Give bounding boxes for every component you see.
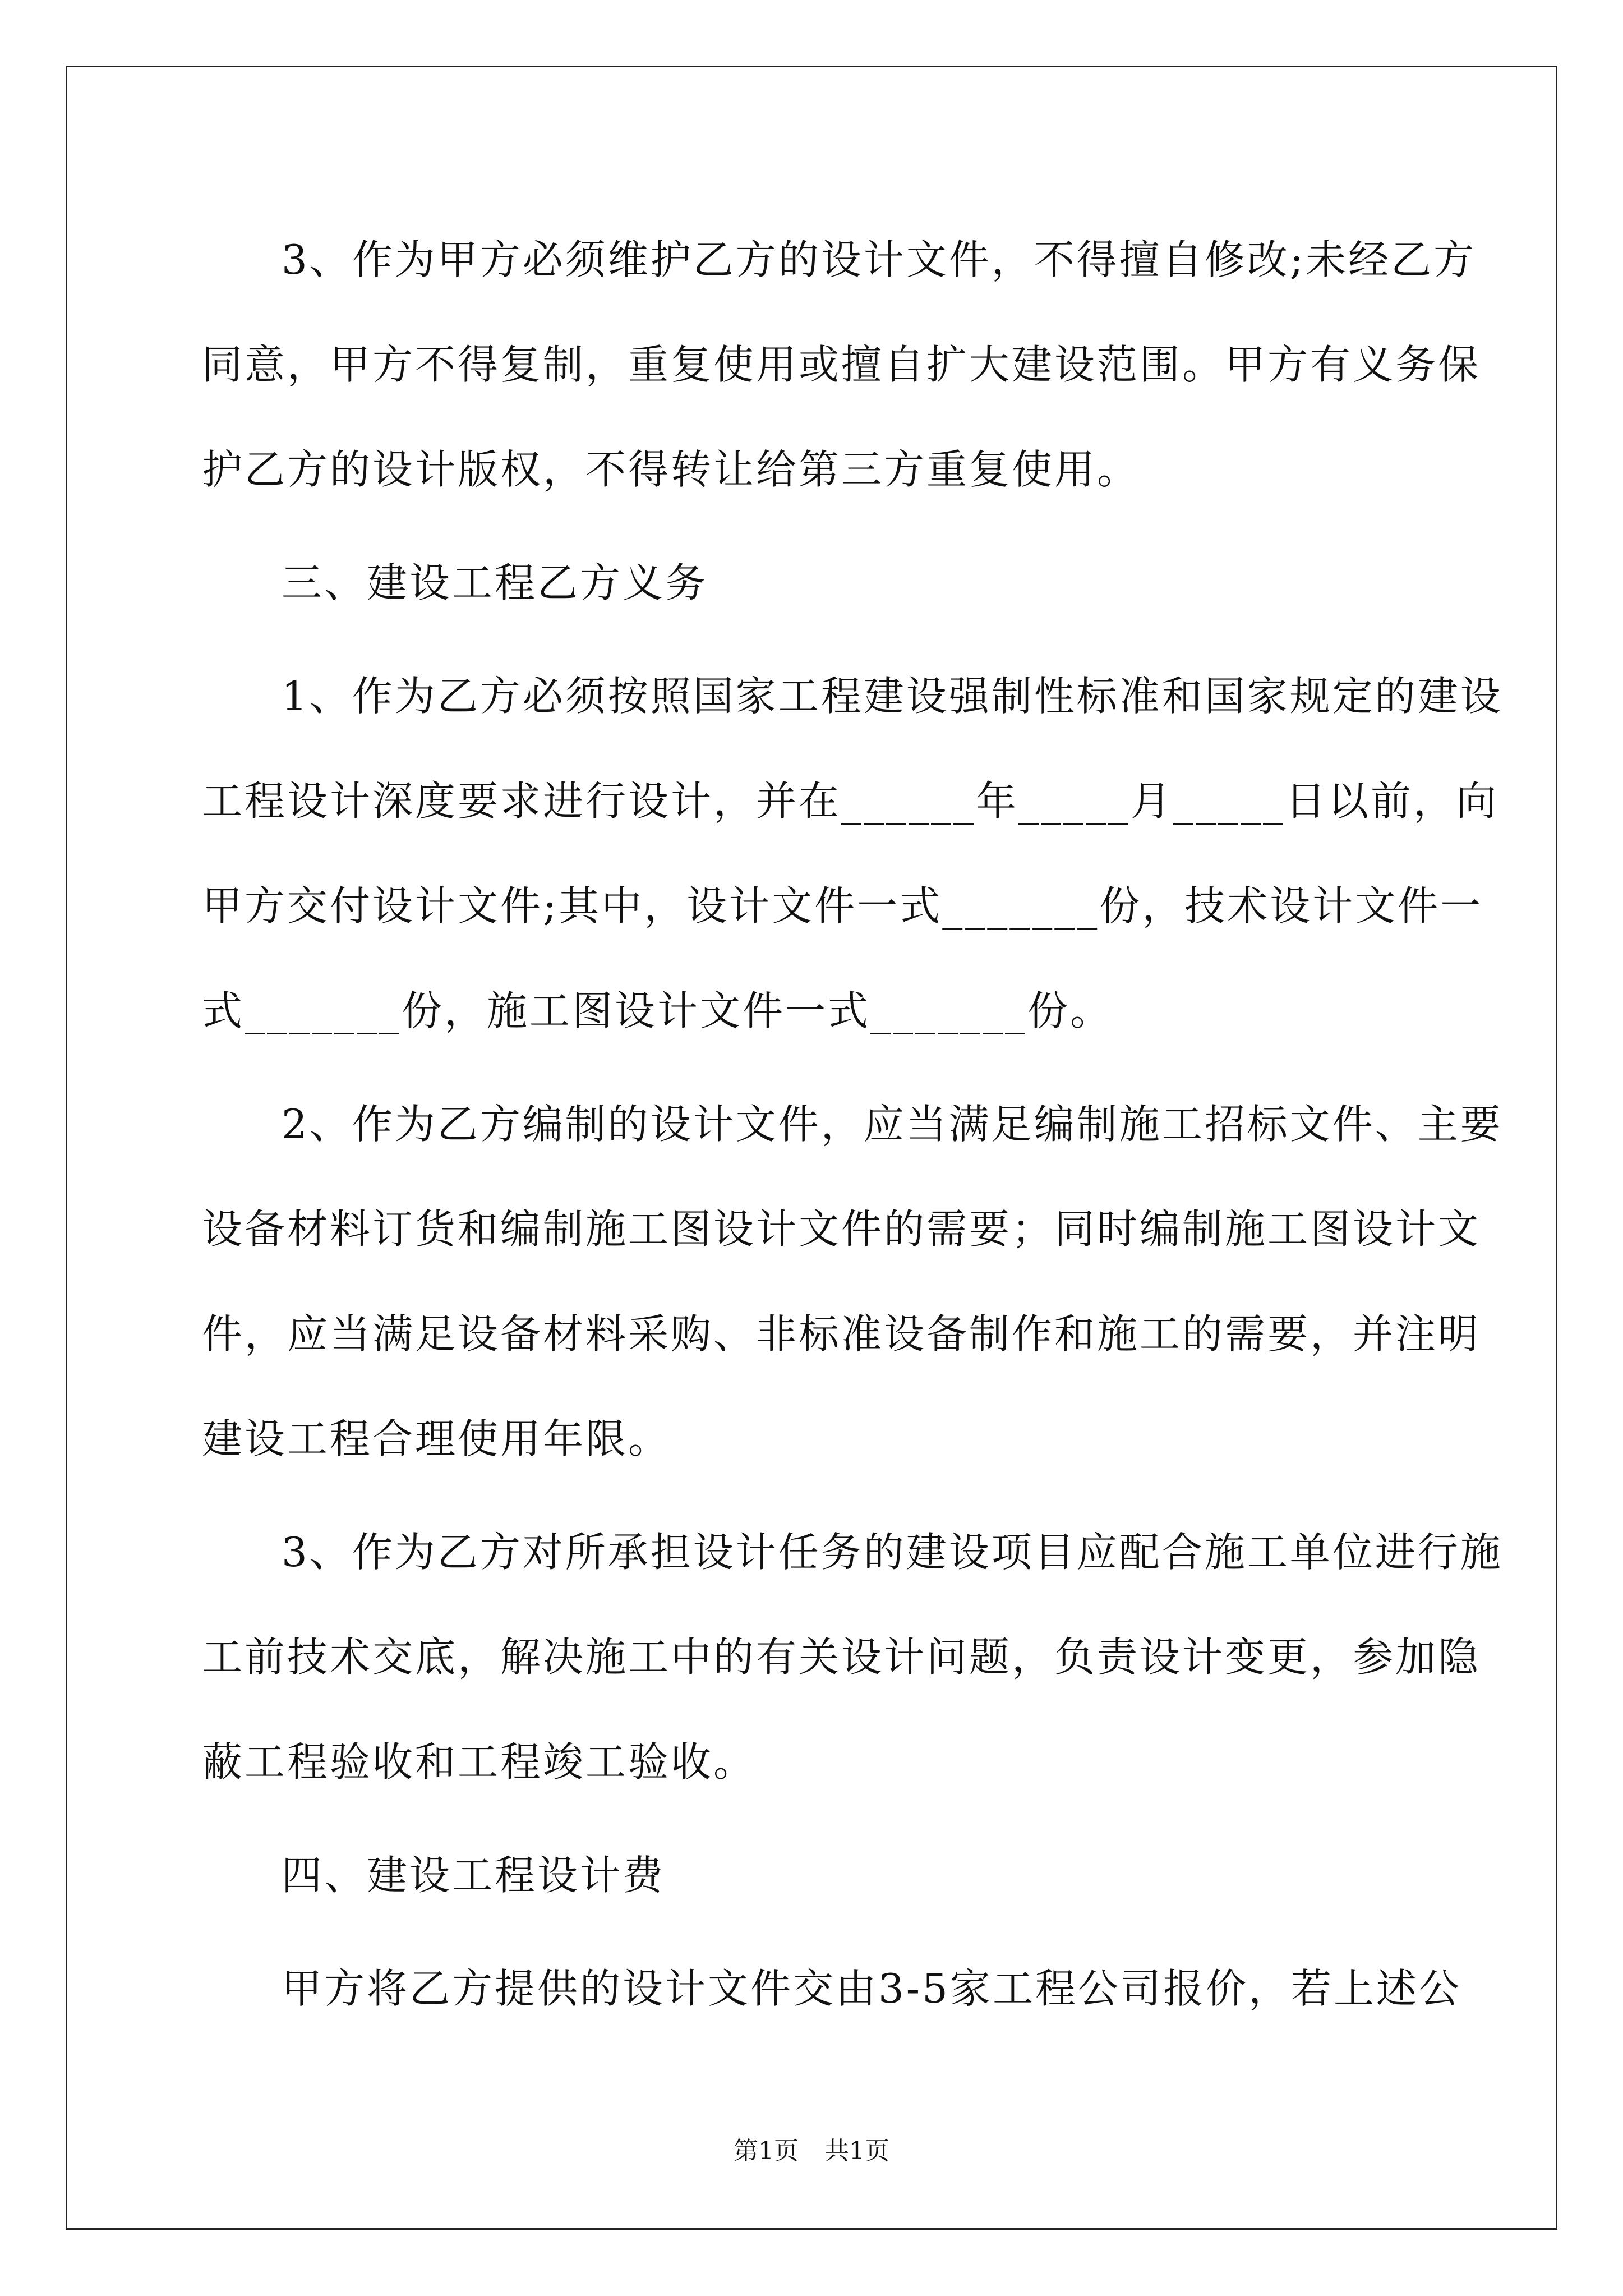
text-line: 蔽工程验收和工程竣工验收。 [202,1738,757,1786]
paragraph-party-a-obligation-3 [202,208,1481,522]
section-heading-design-fee [202,1823,1424,1928]
text-line: 工前技术交底，解决施工中的有关设计问题，负责设计变更，参加隐 [202,1634,1481,1681]
text-line: 甲方交付设计文件;其中，设计文件一式_______份，技术设计文件一 [202,882,1483,930]
page-footer [0,2134,1623,2168]
text-line: 护乙方的设计版权，不得转让给第三方重复使用。 [202,446,1140,493]
text-line: 工程设计深度要求进行设计，并在______年_____月_____日以前，向 [202,777,1499,825]
paragraph-party-b-obligation-2 [202,1072,1503,1492]
text-line: 甲方将乙方提供的设计文件交由3-5家工程公司报价，若上述公 [282,1965,1461,2012]
text-line: 1、作为乙方必须按照国家工程建设强制性标准和国家规定的建设 [282,673,1503,720]
section-heading: 四、建设工程设计费 [282,1852,666,1899]
text-line: 3、作为乙方对所承担设计任务的建设项目应配合施工单位进行施 [282,1529,1503,1576]
text-line: 式_______份，施工图设计文件一式_______份。 [202,987,1113,1034]
paragraph-design-fee [202,1936,1461,2041]
text-line: 设备材料订货和编制施工图设计文件的需要；同时编制施工图设计文 [202,1205,1481,1253]
text-line: 同意，甲方不得复制，重复使用或擅自扩大建设范围。甲方有义务保 [202,341,1481,388]
text-line: 2、作为乙方编制的设计文件，应当满足编制施工招标文件、主要 [282,1101,1503,1148]
page-number-current: 第1页 [734,2137,799,2165]
section-heading-party-b-obligations [202,531,1424,636]
paragraph-party-b-obligation-3 [202,1500,1503,1815]
text-line: 件，应当满足设备材料采购、非标准设备制作和施工的需要，并注明 [202,1310,1481,1358]
document-body [202,208,1503,2041]
text-line: 建设工程合理使用年限。 [202,1415,671,1462]
page-number-total: 共1页 [824,2137,889,2165]
text-line: 3、作为甲方必须维护乙方的设计文件，不得擅自修改;未经乙方 [282,236,1477,283]
paragraph-party-b-obligation-1 [202,644,1503,1064]
section-heading: 三、建设工程乙方义务 [282,559,708,606]
